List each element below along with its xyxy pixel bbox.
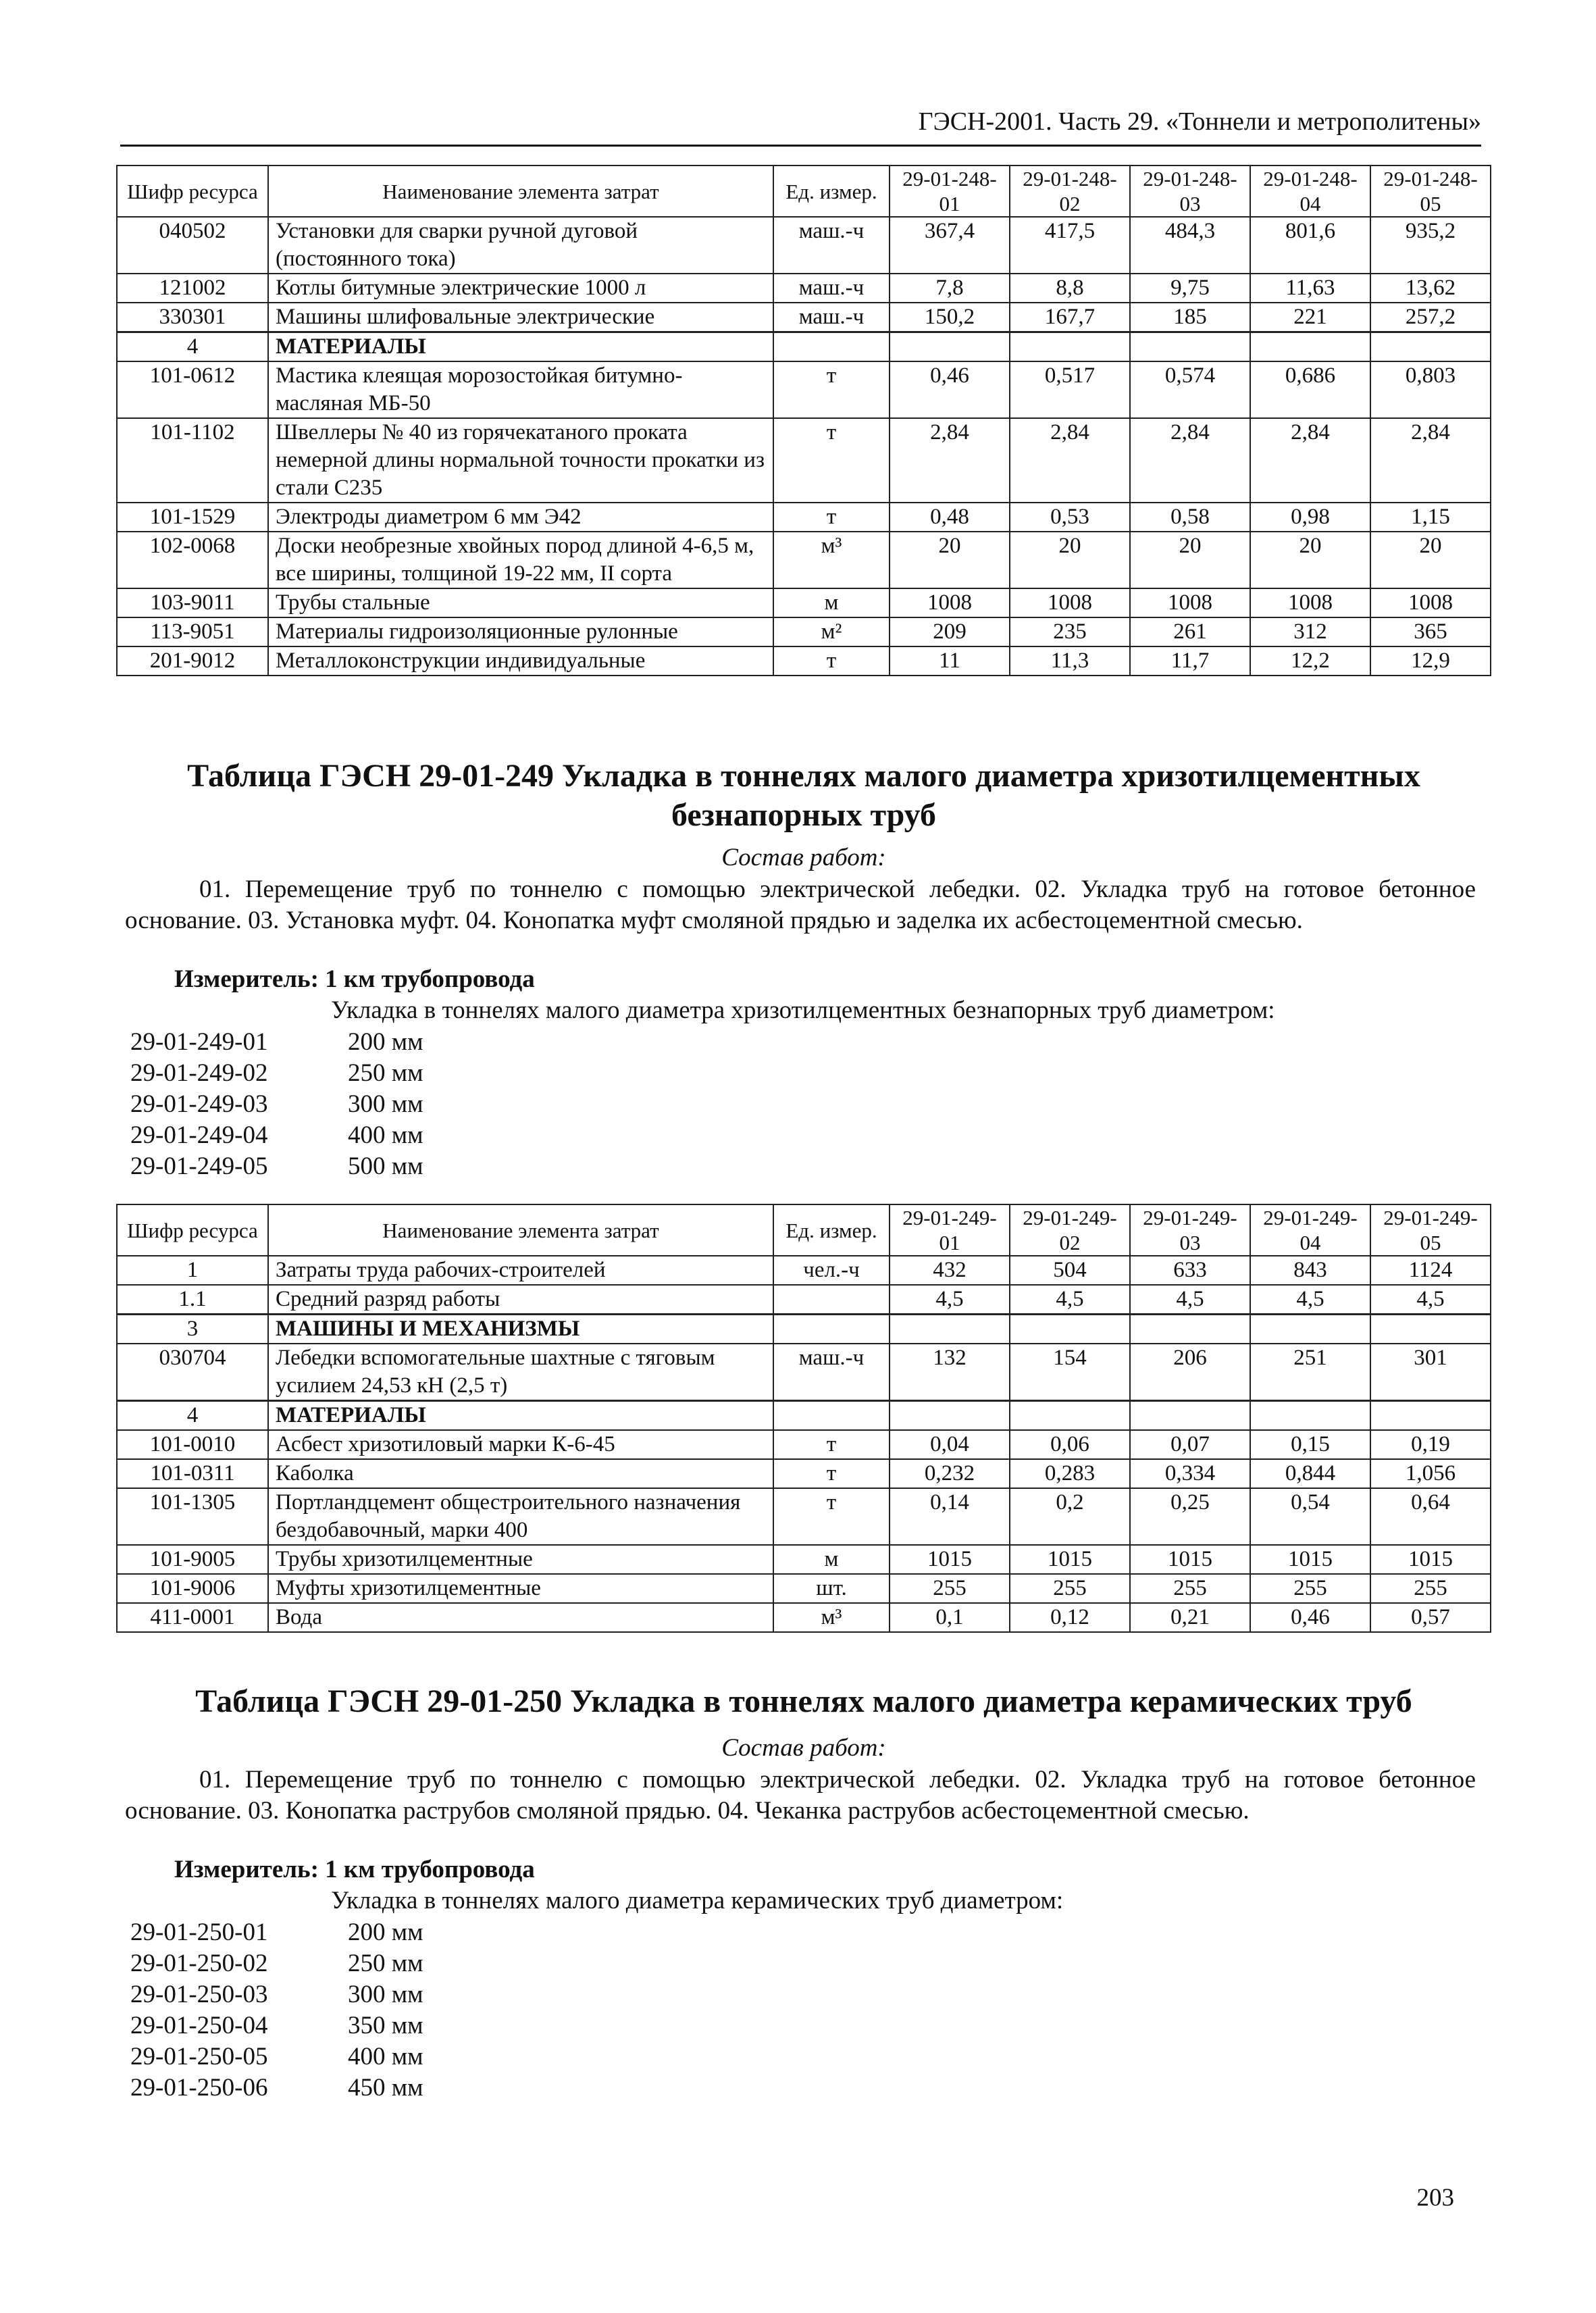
table-row <box>117 1574 1491 1603</box>
cell-name: Материалы гидроизоляционные рулонные <box>268 617 773 646</box>
cell-value: 0,2 <box>1010 1488 1130 1545</box>
table-row <box>117 1545 1491 1574</box>
cell-name: Установки для сварки ручной дуговой (постоянного тока) <box>268 217 773 274</box>
variant-item <box>130 2073 423 2104</box>
cell-unit: маш.-ч <box>773 274 890 303</box>
cell-unit: м <box>773 1545 890 1574</box>
header-name: Наименование элемента затрат <box>268 1204 773 1256</box>
page-number: 203 <box>1416 2184 1454 2212</box>
variants-intro: Укладка в тоннелях малого диаметра керамических труб диаметром: <box>331 1887 1064 1914</box>
cell-value: 0,46 <box>1250 1603 1370 1632</box>
header-code: Шифр ресурса <box>117 166 268 217</box>
table-row <box>117 1430 1491 1459</box>
cell-value: 1015 <box>1010 1545 1130 1574</box>
cell-value: 0,574 <box>1130 361 1250 418</box>
cell-code: 101-0311 <box>117 1459 268 1488</box>
cell-value: 0,803 <box>1370 361 1491 418</box>
header-col-4: 29-01-248-04 <box>1250 166 1370 217</box>
cell-name: МАТЕРИАЛЫ <box>268 332 773 362</box>
cell-name: Трубы хризотилцементные <box>268 1545 773 1574</box>
table-row <box>117 1285 1491 1315</box>
cell-value: 504 <box>1010 1256 1130 1285</box>
cell-value: 0,07 <box>1130 1430 1250 1459</box>
cell-value: 0,19 <box>1370 1430 1491 1459</box>
cell-name: Средний разряд работы <box>268 1285 773 1315</box>
cell-value: 0,21 <box>1130 1603 1250 1632</box>
cell-value: 11,63 <box>1250 274 1370 303</box>
cell-value: 0,58 <box>1130 503 1250 532</box>
section-row <box>117 1315 1491 1344</box>
cell-value: 20 <box>1130 532 1250 588</box>
table-row <box>117 217 1491 274</box>
variant-code: 29-01-249-01 <box>130 1028 268 1056</box>
cell-value: 312 <box>1250 617 1370 646</box>
cell-value: 13,62 <box>1370 274 1491 303</box>
cell-value: 4,5 <box>1250 1285 1370 1315</box>
header-unit: Ед. измер. <box>773 1204 890 1256</box>
variant-item <box>130 1027 423 1058</box>
section-row <box>117 332 1491 362</box>
table-header-row <box>117 1204 1491 1256</box>
cell-name: Металлоконструкции индивидуальные <box>268 646 773 676</box>
cell-value: 185 <box>1130 303 1250 332</box>
cell-value: 0,1 <box>890 1603 1010 1632</box>
cell-value: 209 <box>890 617 1010 646</box>
header-col-4: 29-01-249-04 <box>1250 1204 1370 1256</box>
cell-empty <box>1130 1315 1250 1344</box>
table-row <box>117 1603 1491 1632</box>
cell-value: 1015 <box>1250 1545 1370 1574</box>
cell-value: 0,334 <box>1130 1459 1250 1488</box>
cell-unit: маш.-ч <box>773 303 890 332</box>
cell-empty <box>1010 1401 1130 1431</box>
variant-code: 29-01-249-03 <box>130 1090 268 1118</box>
cell-empty <box>890 1315 1010 1344</box>
cell-value: 255 <box>1250 1574 1370 1603</box>
variant-code: 29-01-250-01 <box>130 1918 268 1946</box>
cell-name: Электроды диаметром 6 мм Э42 <box>268 503 773 532</box>
cell-value: 484,3 <box>1130 217 1250 274</box>
cell-name: Каболка <box>268 1459 773 1488</box>
cell-value: 1015 <box>890 1545 1010 1574</box>
work-composition-text: 01. Перемещение труб по тоннелю с помощью электрической лебедки. 02. Укладка труб на готовое бетонное основание. 03. Установка муфт. 04. Конопатка муфт смоляной прядью и заделка их асбестоцементной смесью. <box>125 875 1476 934</box>
cell-name: Мастика клеящая морозостойкая битумно-масляная МБ-50 <box>268 361 773 418</box>
table-header-row <box>117 166 1491 217</box>
header-code: Шифр ресурса <box>117 1204 268 1256</box>
variant-item <box>130 1948 423 1979</box>
cell-value: 167,7 <box>1010 303 1130 332</box>
cell-value: 935,2 <box>1370 217 1491 274</box>
cell-value: 1008 <box>1130 588 1250 617</box>
table-row <box>117 532 1491 588</box>
cell-value: 843 <box>1250 1256 1370 1285</box>
cell-value: 0,15 <box>1250 1430 1370 1459</box>
cell-unit: м³ <box>773 532 890 588</box>
cell-unit: маш.-ч <box>773 217 890 274</box>
resource-table-249 <box>116 1204 1491 1633</box>
cell-value: 2,84 <box>1010 418 1130 503</box>
cell-value: 365 <box>1370 617 1491 646</box>
cell-value: 7,8 <box>890 274 1010 303</box>
cell-code: 101-0612 <box>117 361 268 418</box>
cell-name: Трубы стальные <box>268 588 773 617</box>
section-title-249 <box>101 757 1506 835</box>
cell-code: 101-9006 <box>117 1574 268 1603</box>
variant-value: 400 мм <box>348 2043 423 2070</box>
cell-name: Доски необрезные хвойных пород длиной 4-6,5 м, все ширины, толщиной 19-22 мм, II сорта <box>268 532 773 588</box>
variant-value: 300 мм <box>348 1090 423 1118</box>
cell-value: 9,75 <box>1130 274 1250 303</box>
cell-value: 0,57 <box>1370 1603 1491 1632</box>
cell-value: 0,283 <box>1010 1459 1130 1488</box>
cell-value: 255 <box>1010 1574 1130 1603</box>
cell-value: 0,14 <box>890 1488 1010 1545</box>
cell-value: 20 <box>890 532 1010 588</box>
cell-code: 102-0068 <box>117 532 268 588</box>
cell-code: 101-1305 <box>117 1488 268 1545</box>
cell-value: 0,686 <box>1250 361 1370 418</box>
cell-value: 11,7 <box>1130 646 1250 676</box>
cell-name: Швеллеры № 40 из горячекатаного проката немерной длины нормальной точности прокатки из стали С235 <box>268 418 773 503</box>
variant-item <box>130 1151 423 1182</box>
cell-code: 113-9051 <box>117 617 268 646</box>
header-col-2: 29-01-248-02 <box>1010 166 1130 217</box>
table-row <box>117 274 1491 303</box>
table-row <box>117 503 1491 532</box>
cell-value: 251 <box>1250 1344 1370 1401</box>
cell-value: 4,5 <box>1010 1285 1130 1315</box>
cell-unit: шт. <box>773 1574 890 1603</box>
cell-name: Вода <box>268 1603 773 1632</box>
cell-empty <box>1130 332 1250 362</box>
cell-value: 4,5 <box>1130 1285 1250 1315</box>
header-col-3: 29-01-248-03 <box>1130 166 1250 217</box>
cell-code: 4 <box>117 332 268 362</box>
cell-value: 367,4 <box>890 217 1010 274</box>
work-composition-label: Состав работ: <box>721 1734 886 1762</box>
cell-value: 801,6 <box>1250 217 1370 274</box>
variant-code: 29-01-250-02 <box>130 1950 268 1977</box>
cell-value: 11 <box>890 646 1010 676</box>
table-row <box>117 588 1491 617</box>
cell-empty <box>1130 1401 1250 1431</box>
header-col-5: 29-01-249-05 <box>1370 1204 1491 1256</box>
cell-unit: т <box>773 418 890 503</box>
cell-empty <box>1010 332 1130 362</box>
header-col-2: 29-01-249-02 <box>1010 1204 1130 1256</box>
variant-code: 29-01-249-05 <box>130 1152 268 1180</box>
table-row <box>117 303 1491 332</box>
variant-value: 350 мм <box>348 2012 423 2039</box>
variants-intro: Укладка в тоннелях малого диаметра хризотилцементных безнапорных труб диаметром: <box>331 996 1275 1024</box>
cell-name: Машины шлифовальные электрические <box>268 303 773 332</box>
cell-value: 1015 <box>1130 1545 1250 1574</box>
cell-unit: т <box>773 646 890 676</box>
cell-value: 2,84 <box>1250 418 1370 503</box>
cell-value: 11,3 <box>1010 646 1130 676</box>
cell-unit <box>773 1285 890 1315</box>
cell-unit: чел.-ч <box>773 1256 890 1285</box>
cell-value: 150,2 <box>890 303 1010 332</box>
variant-value: 500 мм <box>348 1152 423 1180</box>
cell-value: 1008 <box>1010 588 1130 617</box>
cell-name: Котлы битумные электрические 1000 л <box>268 274 773 303</box>
cell-value: 1,056 <box>1370 1459 1491 1488</box>
cell-value: 154 <box>1010 1344 1130 1401</box>
table-row <box>117 1256 1491 1285</box>
cell-value: 1008 <box>1370 588 1491 617</box>
cell-code: 101-1529 <box>117 503 268 532</box>
cell-code: 1 <box>117 1256 268 1285</box>
cell-code: 101-1102 <box>117 418 268 503</box>
variant-value: 300 мм <box>348 1981 423 2008</box>
cell-unit: т <box>773 1430 890 1459</box>
meter-label: Измеритель: 1 км трубопровода <box>174 965 535 993</box>
cell-empty <box>1250 332 1370 362</box>
variant-list <box>130 1917 423 2104</box>
cell-value: 432 <box>890 1256 1010 1285</box>
cell-unit: т <box>773 1488 890 1545</box>
cell-name: МАТЕРИАЛЫ <box>268 1401 773 1431</box>
cell-value: 0,53 <box>1010 503 1130 532</box>
header-col-5: 29-01-248-05 <box>1370 166 1491 217</box>
variant-code: 29-01-250-06 <box>130 2074 268 2102</box>
cell-name: Муфты хризотилцементные <box>268 1574 773 1603</box>
cell-value: 0,06 <box>1010 1430 1130 1459</box>
variant-code: 29-01-250-03 <box>130 1981 268 2008</box>
section-title-249-line1: Таблица ГЭСН 29-01-249 Укладка в тоннелях малого диаметра хризотилцементных <box>187 758 1420 794</box>
cell-code: 121002 <box>117 274 268 303</box>
cell-value: 257,2 <box>1370 303 1491 332</box>
variant-item <box>130 1917 423 1948</box>
table-row <box>117 1344 1491 1401</box>
cell-value: 221 <box>1250 303 1370 332</box>
cell-code: 101-0010 <box>117 1430 268 1459</box>
cell-value: 0,46 <box>890 361 1010 418</box>
cell-name: Асбест хризотиловый марки К-6-45 <box>268 1430 773 1459</box>
cell-value: 4,5 <box>890 1285 1010 1315</box>
cell-empty <box>1370 332 1491 362</box>
cell-value: 20 <box>1010 532 1130 588</box>
header-col-3: 29-01-249-03 <box>1130 1204 1250 1256</box>
cell-empty <box>773 1401 890 1431</box>
cell-name: Затраты труда рабочих-строителей <box>268 1256 773 1285</box>
variant-item <box>130 2010 423 2041</box>
cell-name: Портландцемент общестроительного назначения бездобавочный, марки 400 <box>268 1488 773 1545</box>
cell-value: 20 <box>1370 532 1491 588</box>
header-col-1: 29-01-249-01 <box>890 1204 1010 1256</box>
cell-unit: м² <box>773 617 890 646</box>
cell-code: 3 <box>117 1315 268 1344</box>
variant-value: 250 мм <box>348 1059 423 1087</box>
variant-code: 29-01-249-04 <box>130 1121 268 1149</box>
variant-code: 29-01-250-04 <box>130 2012 268 2039</box>
cell-code: 103-9011 <box>117 588 268 617</box>
cell-code: 040502 <box>117 217 268 274</box>
table-row <box>117 646 1491 676</box>
cell-value: 1015 <box>1370 1545 1491 1574</box>
cell-unit: маш.-ч <box>773 1344 890 1401</box>
table-body <box>117 1256 1491 1632</box>
cell-value: 0,517 <box>1010 361 1130 418</box>
cell-empty <box>890 332 1010 362</box>
variant-item <box>130 1120 423 1151</box>
resource-table-248 <box>116 165 1491 676</box>
cell-value: 0,48 <box>890 503 1010 532</box>
variant-code: 29-01-250-05 <box>130 2043 268 2070</box>
cell-empty <box>1250 1315 1370 1344</box>
variant-item <box>130 1979 423 2010</box>
cell-empty <box>1010 1315 1130 1344</box>
variant-value: 200 мм <box>348 1918 423 1946</box>
variant-value: 400 мм <box>348 1121 423 1149</box>
cell-empty <box>1370 1315 1491 1344</box>
header-rule <box>120 145 1481 147</box>
variant-item <box>130 1089 423 1120</box>
cell-empty <box>1370 1401 1491 1431</box>
cell-unit: т <box>773 361 890 418</box>
cell-value: 255 <box>890 1574 1010 1603</box>
variant-value: 250 мм <box>348 1950 423 1977</box>
cell-unit: т <box>773 1459 890 1488</box>
cell-code: 101-9005 <box>117 1545 268 1574</box>
cell-unit: м <box>773 588 890 617</box>
work-composition-text: 01. Перемещение труб по тоннелю с помощью электрической лебедки. 02. Укладка труб на готовое бетонное основание. 03. Конопатка раструбов смоляной прядью. 04. Чеканка раструбов асбестоцементной смесью. <box>125 1766 1476 1825</box>
table-body <box>117 217 1491 676</box>
table-row <box>117 418 1491 503</box>
cell-value: 1,15 <box>1370 503 1491 532</box>
cell-code: 030704 <box>117 1344 268 1401</box>
cell-value: 0,98 <box>1250 503 1370 532</box>
cell-empty <box>773 332 890 362</box>
cell-value: 206 <box>1130 1344 1250 1401</box>
cell-code: 201-9012 <box>117 646 268 676</box>
cell-value: 255 <box>1130 1574 1250 1603</box>
cell-value: 0,232 <box>890 1459 1010 1488</box>
cell-value: 235 <box>1010 617 1130 646</box>
cell-value: 301 <box>1370 1344 1491 1401</box>
variant-item <box>130 1058 423 1089</box>
header-col-1: 29-01-248-01 <box>890 166 1010 217</box>
cell-value: 8,8 <box>1010 274 1130 303</box>
cell-unit: т <box>773 503 890 532</box>
header-name: Наименование элемента затрат <box>268 166 773 217</box>
section-row <box>117 1401 1491 1431</box>
cell-value: 12,9 <box>1370 646 1491 676</box>
cell-code: 411-0001 <box>117 1603 268 1632</box>
cell-value: 2,84 <box>1130 418 1250 503</box>
cell-value: 0,25 <box>1130 1488 1250 1545</box>
cell-value: 261 <box>1130 617 1250 646</box>
cell-empty <box>773 1315 890 1344</box>
meter-label: Измеритель: 1 км трубопровода <box>174 1856 535 1883</box>
cell-value: 20 <box>1250 532 1370 588</box>
cell-value: 132 <box>890 1344 1010 1401</box>
cell-unit: м³ <box>773 1603 890 1632</box>
cell-value: 2,84 <box>1370 418 1491 503</box>
table-row <box>117 361 1491 418</box>
cell-code: 330301 <box>117 303 268 332</box>
table-row <box>117 617 1491 646</box>
cell-value: 12,2 <box>1250 646 1370 676</box>
table-row <box>117 1488 1491 1545</box>
table-row <box>117 1459 1491 1488</box>
cell-value: 633 <box>1130 1256 1250 1285</box>
section-title-250: Таблица ГЭСН 29-01-250 Укладка в тоннелях малого диаметра керамических труб <box>195 1683 1412 1719</box>
variant-item <box>130 2041 423 2073</box>
cell-name: Лебедки вспомогательные шахтные с тяговым усилием 24,53 кН (2,5 т) <box>268 1344 773 1401</box>
cell-value: 417,5 <box>1010 217 1130 274</box>
cell-empty <box>890 1401 1010 1431</box>
work-composition-label: Состав работ: <box>721 844 886 871</box>
cell-name: МАШИНЫ И МЕХАНИЗМЫ <box>268 1315 773 1344</box>
cell-code: 1.1 <box>117 1285 268 1315</box>
cell-value: 1008 <box>1250 588 1370 617</box>
cell-value: 0,54 <box>1250 1488 1370 1545</box>
section-title-249-line2: безнапорных труб <box>671 797 937 833</box>
variant-value: 200 мм <box>348 1028 423 1056</box>
variant-value: 450 мм <box>348 2074 423 2102</box>
cell-value: 0,844 <box>1250 1459 1370 1488</box>
variant-list <box>130 1027 423 1182</box>
cell-value: 1008 <box>890 588 1010 617</box>
cell-value: 255 <box>1370 1574 1491 1603</box>
cell-value: 2,84 <box>890 418 1010 503</box>
cell-value: 1124 <box>1370 1256 1491 1285</box>
cell-value: 0,04 <box>890 1430 1010 1459</box>
running-header: ГЭСН-2001. Часть 29. «Тоннели и метрополитены» <box>918 107 1481 136</box>
variant-code: 29-01-249-02 <box>130 1059 268 1087</box>
cell-value: 4,5 <box>1370 1285 1491 1315</box>
cell-empty <box>1250 1401 1370 1431</box>
cell-value: 0,64 <box>1370 1488 1491 1545</box>
cell-value: 0,12 <box>1010 1603 1130 1632</box>
cell-code: 4 <box>117 1401 268 1431</box>
header-unit: Ед. измер. <box>773 166 890 217</box>
